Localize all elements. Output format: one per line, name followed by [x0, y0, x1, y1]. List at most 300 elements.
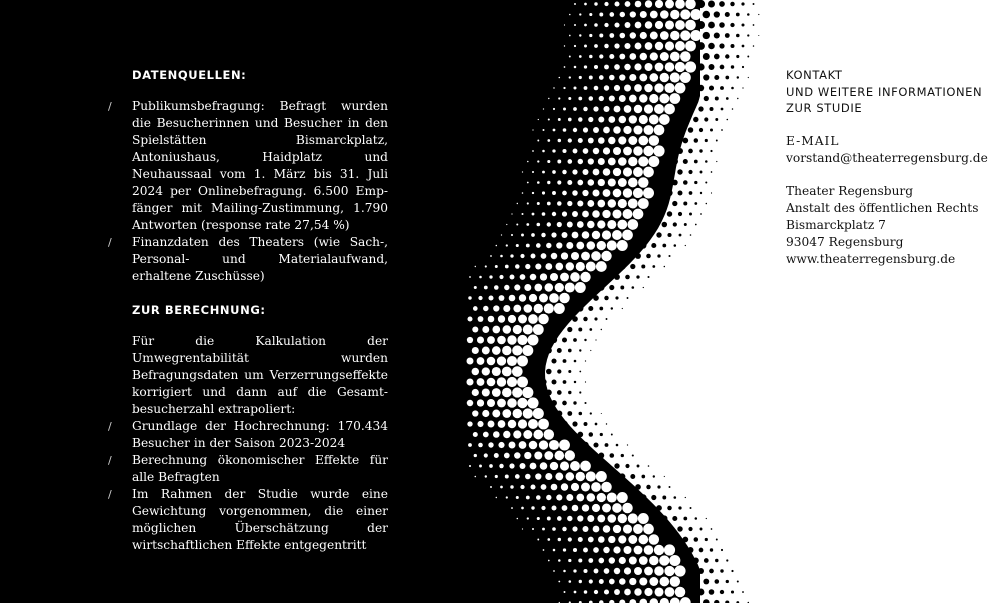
halftone-dot	[577, 305, 583, 311]
halftone-dot	[657, 254, 660, 257]
halftone-dot	[747, 34, 749, 36]
halftone-dot	[506, 244, 508, 246]
halftone-dot	[563, 380, 567, 384]
halftone-dot	[566, 262, 574, 270]
website-link[interactable]: www.theaterregensburg.de	[786, 252, 956, 266]
halftone-dot	[548, 118, 550, 120]
halftone-dot	[592, 504, 600, 512]
halftone-dot	[528, 419, 538, 429]
halftone-dot	[563, 128, 567, 132]
halftone-dot	[720, 569, 723, 572]
halftone-dot	[680, 51, 691, 62]
halftone-dot	[629, 599, 636, 603]
halftone-dot	[664, 476, 665, 477]
halftone-dot	[608, 158, 616, 166]
halftone-dot	[572, 211, 578, 217]
halftone-dot	[602, 504, 611, 513]
halftone-dot	[660, 535, 668, 543]
halftone-dot	[548, 560, 550, 562]
halftone-dot	[619, 263, 626, 270]
halftone-dot	[477, 378, 485, 386]
halftone-dot	[547, 181, 550, 184]
halftone-dot	[551, 358, 556, 363]
halftone-dot	[614, 85, 620, 91]
halftone-dot	[555, 283, 564, 292]
halftone-dot	[705, 139, 708, 142]
list-item	[108, 418, 388, 452]
halftone-dot	[528, 335, 539, 346]
halftone-dot	[478, 443, 483, 448]
halftone-dot	[532, 213, 535, 216]
halftone-dot	[650, 200, 658, 208]
halftone-dot	[489, 464, 493, 468]
halftone-dot	[531, 233, 535, 237]
halftone-dot	[517, 377, 528, 388]
halftone-dot	[659, 114, 670, 125]
halftone-dot	[645, 21, 652, 28]
halftone-dot	[533, 408, 544, 419]
halftone-dot	[510, 254, 513, 257]
halftone-dot	[485, 475, 487, 477]
halftone-dot	[604, 44, 609, 49]
halftone-dot	[558, 97, 560, 99]
halftone-dot	[584, 45, 587, 48]
halftone-dot	[567, 222, 573, 228]
halftone-dot	[682, 537, 688, 543]
halftone-dot	[546, 390, 552, 396]
halftone-dot	[472, 410, 478, 416]
halftone-dot	[614, 274, 620, 280]
halftone-dot	[522, 528, 523, 529]
halftone-dot	[578, 537, 583, 542]
calc-list	[108, 418, 388, 554]
halftone-dot	[629, 557, 637, 565]
halftone-dot	[697, 0, 705, 8]
halftone-dot	[490, 486, 492, 488]
halftone-dot	[645, 42, 653, 50]
halftone-dot	[532, 171, 534, 173]
halftone-dot	[589, 328, 592, 331]
halftone-dot	[613, 546, 620, 553]
halftone-dot	[578, 138, 583, 143]
halftone-dot	[576, 262, 585, 271]
halftone-dot	[584, 86, 588, 90]
halftone-dot	[514, 452, 521, 459]
halftone-dot	[650, 598, 658, 603]
halftone-dot	[518, 419, 527, 428]
halftone-dot	[589, 96, 594, 101]
halftone-dot	[594, 65, 598, 69]
halftone-dot	[680, 597, 691, 603]
halftone-dot	[622, 308, 623, 309]
halftone-dot	[529, 294, 537, 302]
calc-item-text: Im Rahmen der Studie wurde eine Gewichtung vorgenommen, die einer möglichen Überschätzung der wirtschaftlichen Effekte entgegentritt	[132, 487, 388, 552]
halftone-dot	[540, 358, 546, 364]
halftone-dot	[508, 315, 516, 323]
halftone-dot	[512, 366, 523, 377]
halftone-dot	[594, 569, 599, 574]
halftone-dot	[607, 240, 617, 250]
halftone-dot	[614, 589, 620, 595]
halftone-dot	[492, 388, 501, 397]
halftone-dot	[585, 381, 586, 382]
halftone-dot	[661, 158, 669, 166]
halftone-dot	[576, 472, 585, 481]
halftone-dot	[553, 570, 555, 572]
halftone-dot	[546, 369, 552, 375]
halftone-dot	[506, 496, 508, 498]
halftone-dot	[614, 22, 619, 27]
halftone-dot	[488, 442, 493, 447]
halftone-dot	[579, 13, 581, 15]
halftone-dot	[556, 326, 563, 333]
halftone-dot	[725, 33, 730, 38]
halftone-dot	[627, 444, 628, 445]
halftone-dot	[686, 588, 694, 596]
halftone-dot	[579, 412, 583, 416]
halftone-dot	[695, 224, 697, 226]
halftone-dot	[635, 253, 641, 259]
halftone-dot	[609, 54, 614, 59]
halftone-dot	[664, 544, 675, 555]
halftone-dot	[665, 20, 674, 29]
halftone-dot	[598, 453, 604, 459]
halftone-dot	[758, 35, 759, 36]
halftone-dot	[661, 179, 668, 186]
halftone-dot	[644, 125, 654, 135]
halftone-dot	[629, 242, 637, 250]
halftone-dot	[561, 421, 567, 427]
halftone-dot	[589, 432, 593, 436]
halftone-dot	[564, 45, 565, 46]
organization-type: Anstalt des öffentlichen Rechts	[786, 201, 979, 215]
halftone-dot	[594, 2, 597, 5]
halftone-dot	[528, 314, 538, 324]
halftone-dot	[705, 181, 707, 183]
halftone-dot	[645, 232, 652, 239]
halftone-dot	[598, 536, 605, 543]
halftone-dot	[535, 347, 542, 354]
halftone-dot	[653, 145, 664, 156]
halftone-dot	[603, 106, 609, 112]
halftone-dot	[588, 117, 593, 122]
halftone-dot	[685, 497, 686, 498]
halftone-dot	[624, 589, 631, 596]
halftone-dot	[575, 282, 586, 293]
halftone-dot	[664, 104, 675, 115]
halftone-dot	[531, 254, 536, 259]
halftone-dot	[550, 315, 558, 323]
halftone-dot	[550, 273, 558, 281]
halftone-dot	[634, 504, 642, 512]
halftone-dot	[625, 275, 630, 280]
halftone-dot	[502, 346, 511, 355]
halftone-dot	[503, 325, 511, 333]
email-link[interactable]: vorstand@theaterregensburg.de	[786, 151, 988, 165]
halftone-dot	[628, 513, 638, 523]
halftone-dot	[557, 180, 561, 184]
halftone-dot	[599, 13, 603, 17]
halftone-dot	[477, 399, 484, 406]
halftone-dot	[571, 252, 579, 260]
halftone-dot	[694, 537, 699, 542]
halftone-dot	[562, 505, 568, 511]
halftone-dot	[655, 42, 663, 50]
halftone-dot	[603, 189, 611, 197]
halftone-dot	[560, 461, 569, 470]
halftone-dot	[592, 210, 600, 218]
halftone-dot	[547, 202, 551, 206]
halftone-dot	[484, 286, 488, 290]
halftone-dot	[507, 356, 517, 366]
halftone-dot	[544, 303, 554, 313]
halftone-dot	[572, 232, 579, 239]
halftone-dot	[688, 547, 694, 553]
halftone-dot	[551, 337, 557, 343]
halftone-dot	[584, 3, 587, 6]
halftone-dot	[682, 557, 689, 564]
halftone-dot	[547, 222, 551, 226]
halftone-dot	[477, 336, 484, 343]
halftone-dot	[737, 580, 739, 582]
halftone-dot	[608, 137, 615, 144]
halftone-dot	[578, 97, 582, 101]
halftone-dot	[599, 96, 604, 101]
halftone-dot	[558, 538, 561, 541]
halftone-dot	[514, 284, 520, 290]
halftone-dot	[698, 106, 703, 111]
halftone-dot	[669, 486, 671, 488]
halftone-dot	[589, 76, 593, 80]
halftone-dot	[649, 115, 659, 125]
halftone-dot	[598, 137, 605, 144]
halftone-dot	[542, 528, 545, 531]
halftone-dot	[488, 316, 495, 323]
halftone-dot	[587, 493, 596, 502]
halftone-dot	[716, 140, 718, 142]
halftone-dot	[726, 119, 728, 121]
halftone-dot	[672, 516, 677, 521]
halftone-dot	[567, 180, 572, 185]
halftone-dot	[534, 451, 542, 459]
halftone-dot	[516, 496, 519, 499]
halftone-dot	[502, 409, 511, 418]
halftone-dot	[524, 367, 532, 375]
halftone-dot	[620, 33, 626, 39]
halftone-dot	[529, 441, 538, 450]
halftone-dot	[564, 591, 566, 593]
halftone-dot	[589, 55, 593, 59]
halftone-dot	[583, 127, 588, 132]
halftone-dot	[685, 0, 696, 9]
halftone-dot	[650, 32, 658, 40]
halftone-dot	[533, 430, 543, 440]
halftone-dot	[496, 497, 497, 498]
halftone-dot	[742, 66, 744, 68]
halftone-dot	[492, 410, 500, 418]
halftone-dot	[614, 106, 621, 113]
halftone-dot	[485, 265, 487, 267]
halftone-dot	[720, 590, 724, 594]
halftone-dot	[632, 454, 634, 456]
halftone-dot	[670, 52, 680, 62]
halftone-dot	[645, 504, 652, 511]
halftone-dot	[662, 496, 666, 500]
halftone-dot	[651, 495, 656, 500]
halftone-dot	[563, 87, 565, 89]
halftone-dot	[587, 284, 595, 292]
source-item-text: Publikumsbefragung: Befragt wurden die Besucherinnen und Besucher in den Spielstätten Bismarckplatz, Antoniushaus, Haidplatz und Neuhaussaal vom 1. März bis 31. Juli 2024 per Onlinebefragung. 6.500 Empfänger mit Mailing-Zustimmung, 1.790 Antworten (response rate 27,54 %)	[132, 99, 388, 232]
halftone-dot	[704, 117, 708, 121]
halftone-dot	[477, 357, 485, 365]
halftone-dot	[693, 95, 700, 102]
halftone-dot	[590, 412, 592, 414]
halftone-dot	[469, 276, 471, 278]
halftone-dot	[613, 126, 621, 134]
halftone-dot	[577, 515, 583, 521]
halftone-dot	[670, 31, 680, 41]
halftone-dot	[537, 160, 539, 162]
halftone-dot	[593, 547, 599, 553]
halftone-dot	[650, 11, 658, 19]
halftone-dot	[613, 525, 621, 533]
halftone-dot	[692, 74, 699, 81]
halftone-dot	[538, 314, 549, 325]
halftone-dot	[697, 21, 705, 29]
halftone-dot	[628, 136, 637, 145]
halftone-dot	[680, 9, 690, 19]
halftone-dot	[639, 599, 647, 603]
halftone-dot	[599, 54, 603, 58]
halftone-dot	[650, 515, 658, 523]
halftone-dot	[582, 295, 589, 302]
halftone-dot	[579, 76, 582, 79]
halftone-dot	[569, 76, 571, 78]
halftone-dot	[631, 286, 634, 289]
halftone-dot	[608, 514, 617, 523]
halftone-dot	[517, 335, 527, 345]
halftone-dot	[731, 87, 734, 90]
halftone-dot	[594, 590, 598, 594]
halftone-dot	[537, 140, 539, 142]
halftone-dot	[562, 191, 567, 196]
halftone-dot	[736, 55, 739, 58]
halftone-dot	[700, 171, 703, 174]
halftone-dot	[618, 157, 627, 166]
halftone-dot	[592, 231, 600, 239]
halftone-dot	[651, 243, 656, 248]
halftone-dot	[625, 1, 631, 7]
halftone-dot	[710, 548, 713, 551]
halftone-dot	[467, 316, 472, 321]
halftone-dot	[482, 410, 489, 417]
halftone-dot	[661, 200, 668, 207]
halftone-dot	[497, 377, 506, 386]
halftone-dot	[568, 349, 572, 353]
halftone-dot	[704, 96, 709, 101]
halftone-dot	[591, 251, 601, 261]
halftone-dot	[594, 23, 598, 27]
halftone-dot	[551, 484, 558, 491]
halftone-dot	[541, 233, 545, 237]
halftone-dot	[559, 293, 570, 304]
halftone-dot	[541, 253, 547, 259]
halftone-dot	[587, 515, 594, 522]
halftone-dot	[603, 127, 610, 134]
halftone-dot	[674, 565, 685, 576]
halftone-dot	[638, 136, 648, 146]
halftone-dot	[619, 74, 625, 80]
halftone-dot	[518, 315, 527, 324]
email-label: E-MAIL	[786, 134, 840, 148]
halftone-dot	[572, 505, 579, 512]
halftone-dot	[525, 474, 531, 480]
halftone-dot	[570, 272, 580, 282]
halftone-dot	[694, 160, 698, 164]
halftone-dot	[638, 198, 649, 209]
halftone-dot	[527, 397, 538, 408]
halftone-dot	[513, 430, 521, 438]
halftone-dot	[589, 579, 593, 583]
halftone-dot	[469, 465, 471, 467]
halftone-dot	[593, 148, 599, 154]
halftone-dot	[553, 87, 554, 88]
sources-list	[108, 98, 388, 285]
halftone-dot	[551, 253, 558, 260]
halftone-dot	[654, 125, 665, 136]
halftone-dot	[697, 63, 704, 70]
halftone-dot	[509, 295, 516, 302]
halftone-dot	[647, 276, 649, 278]
halftone-dot	[502, 367, 512, 377]
halftone-dot	[510, 485, 513, 488]
halftone-dot	[703, 53, 710, 60]
halftone-dot	[562, 170, 566, 174]
halftone-dot	[672, 201, 677, 206]
halftone-dot	[613, 252, 621, 260]
halftone-dot	[638, 535, 648, 545]
halftone-dot	[548, 98, 549, 99]
halftone-dot	[530, 484, 535, 489]
halftone-dot	[599, 75, 604, 80]
organization-name: Theater Regensburg	[786, 184, 914, 198]
halftone-dot	[555, 473, 563, 481]
halftone-dot	[653, 475, 655, 477]
halftone-dot	[618, 178, 627, 187]
halftone-dot	[467, 337, 473, 343]
halftone-dot	[709, 589, 715, 595]
halftone-dot	[527, 202, 529, 204]
halftone-dot	[726, 559, 728, 561]
halftone-dot	[483, 432, 489, 438]
halftone-dot	[667, 211, 672, 216]
halftone-dot	[513, 305, 521, 313]
halftone-dot	[685, 245, 686, 246]
halftone-dot	[507, 398, 517, 408]
halftone-dot	[579, 55, 582, 58]
halftone-dot	[694, 181, 697, 184]
halftone-dot	[624, 64, 630, 70]
halftone-dot	[685, 61, 696, 72]
halftone-dot	[521, 213, 523, 215]
halftone-dot	[649, 534, 660, 545]
halftone-dot	[639, 94, 647, 102]
halftone-dot	[545, 283, 554, 292]
halftone-dot	[584, 24, 587, 27]
halftone-dot	[604, 85, 609, 90]
halftone-dot	[553, 108, 555, 110]
halftone-dot	[644, 567, 653, 576]
